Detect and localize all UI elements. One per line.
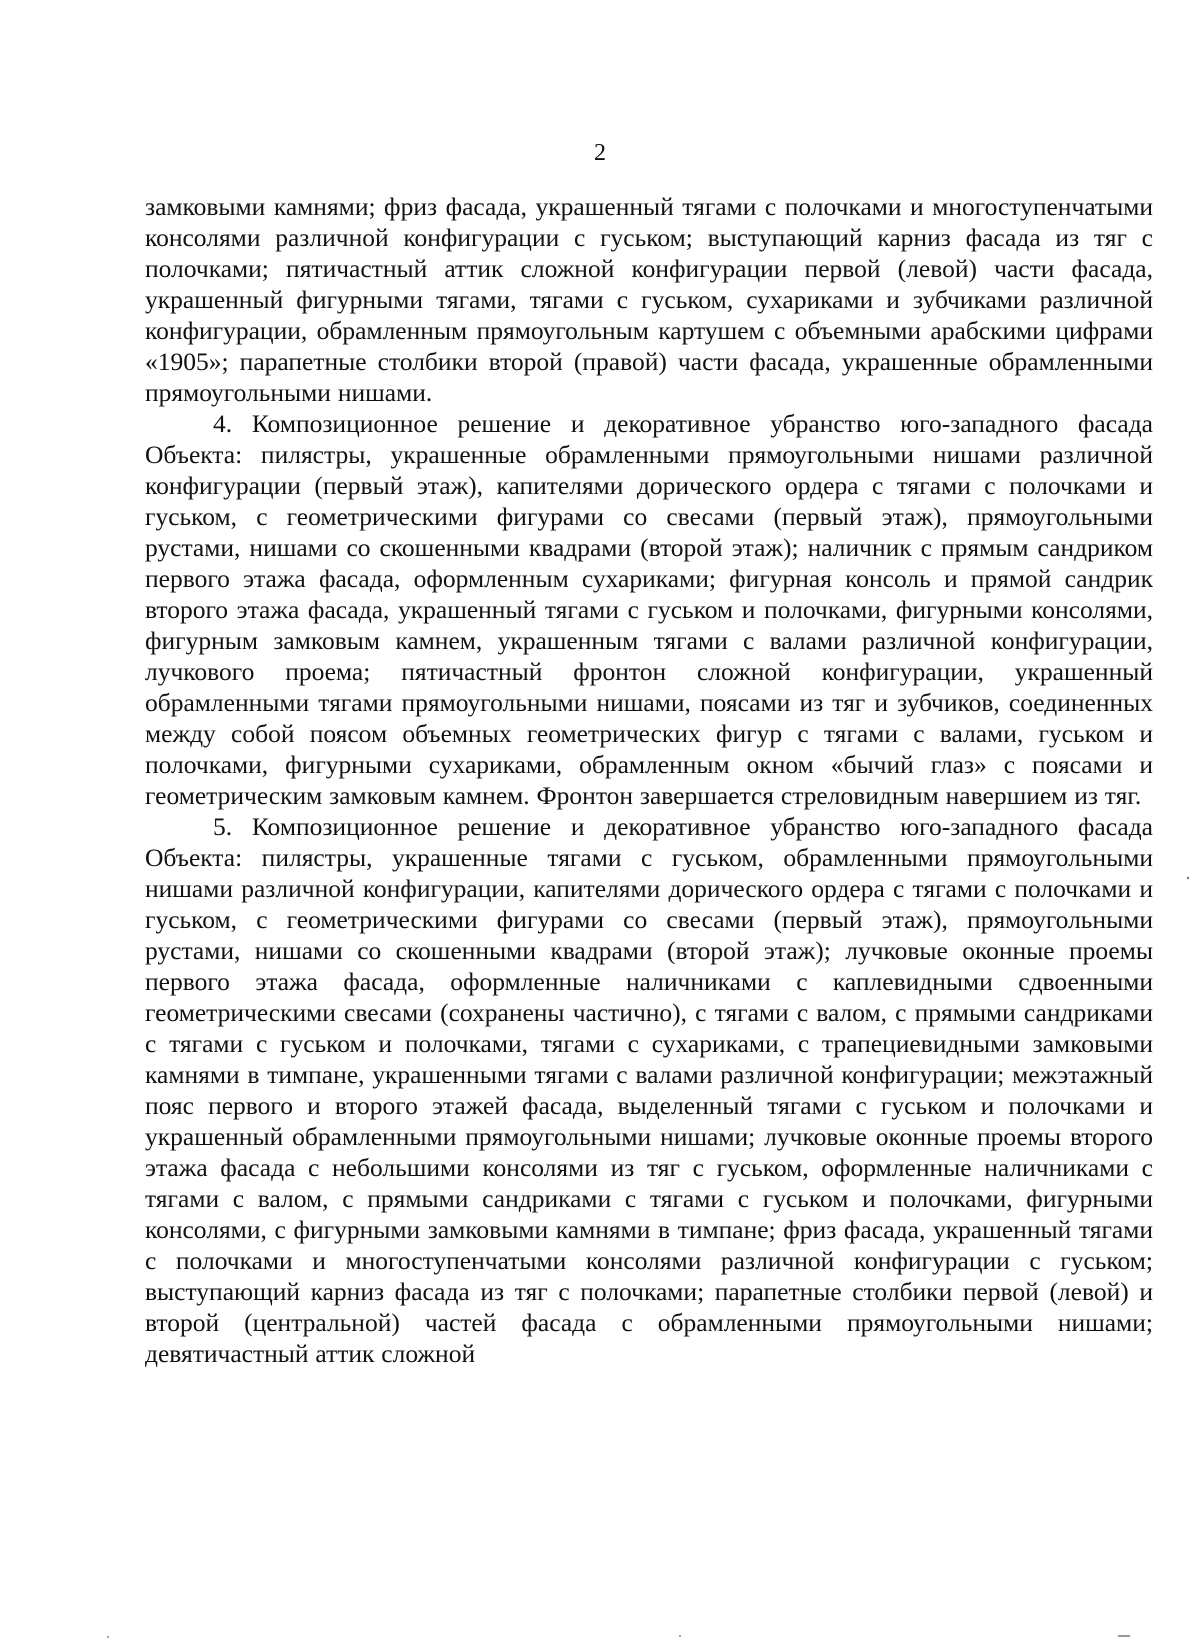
page-number: 2 xyxy=(594,140,606,166)
paragraph-item-4: 4. Композиционное решение и декоративное убранство юго-западного фасада Объекта: пилястры, украшенные обрамленными прямоугольными нишами различной конфигурации (первый этаж), капителями дорического ордера с тягами с полочками и гуськом, с геометрическими фигурами со свесами (первый этаж), прямоугольными рустами, нишами со скошенными квадрами (второй этаж); наличник с прямым сандриком первого этажа фасада, оформленным сухариками; фигурная консоль и прямой сандрик второго этажа фасада, украшенный тягами с гуськом и полочками, фигурными консолями, фигурным замковым камнем, украшенным тягами с валами различной конфигурации, лучкового проема; пятичастный фронтон сложной конфигурации, украшенный обрамленными тягами прямоугольными нишами, поясами из тяг и зубчиков, соединенных между собой поясом объемных геометрических фигур с тягами с валами, гуськом и полочками, фигурными сухариками, обрамленным окном «бычий глаз» с поясами и геометрическим замковым камнем. Фронтон завершается стреловидным навершием из тяг. xyxy=(145,409,1153,810)
document-body xyxy=(145,191,1153,1369)
paragraph-item-5: 5. Композиционное решение и декоративное убранство юго-западного фасада Объекта: пилястры, украшенные тягами с гуськом, обрамленными прямоугольными нишами различной конфигурации, капителями дорического ордера с тягами с полочками и гуськом, с геометрическими фигурами со свесами (первый этаж), прямоугольными рустами, нишами со скошенными квадрами (второй этаж); лучковые оконные проемы первого этажа фасада, оформленные наличниками с каплевидными сдвоенными геометрическими свесами (сохранены частично), с тягами с валом, с прямыми сандриками с тягами с гуськом и полочками, тягами с сухариками, с трапециевидными замковыми камнями в тимпане, украшенными тягами с валами различной конфигурации; межэтажный пояс первого и второго этажей фасада, выделенный тягами с гуськом и полочками и украшенный обрамленными прямоугольными нишами; лучковые оконные проемы второго этажа фасада с небольшими консолями из тяг с гуськом, оформленные наличниками с тягами с валом, с прямыми сандриками с тягами с гуськом и полочками, фигурными консолями, с фигурными замковыми камнями в тимпане; фриз фасада, украшенный тягами с полочками и многоступенчатыми консолями различной конфигурации с гуськом; выступающий карниз фасада из тяг с полочками; парапетные столбики первой (левой) и второй (центральной) частей фасада с обрамленными прямоугольными нишами; девятичастный аттик сложной xyxy=(145,812,1153,1368)
paragraph-continuation: замковыми камнями; фриз фасада, украшенный тягами с полочками и многоступенчатыми консолями различной конфигурации с гуськом; выступающий карниз фасада из тяг с полочками; пятичастный аттик сложной конфигурации первой (левой) части фасада, украшенный фигурными тягами, тягами с гуськом, сухариками и зубчиками различной конфигурации, обрамленным прямоугольным картушем с объемными арабскими цифрами «1905»; парапетные столбики второй (правой) части фасада, украшенные обрамленными прямоугольными нишами. xyxy=(145,192,1153,407)
